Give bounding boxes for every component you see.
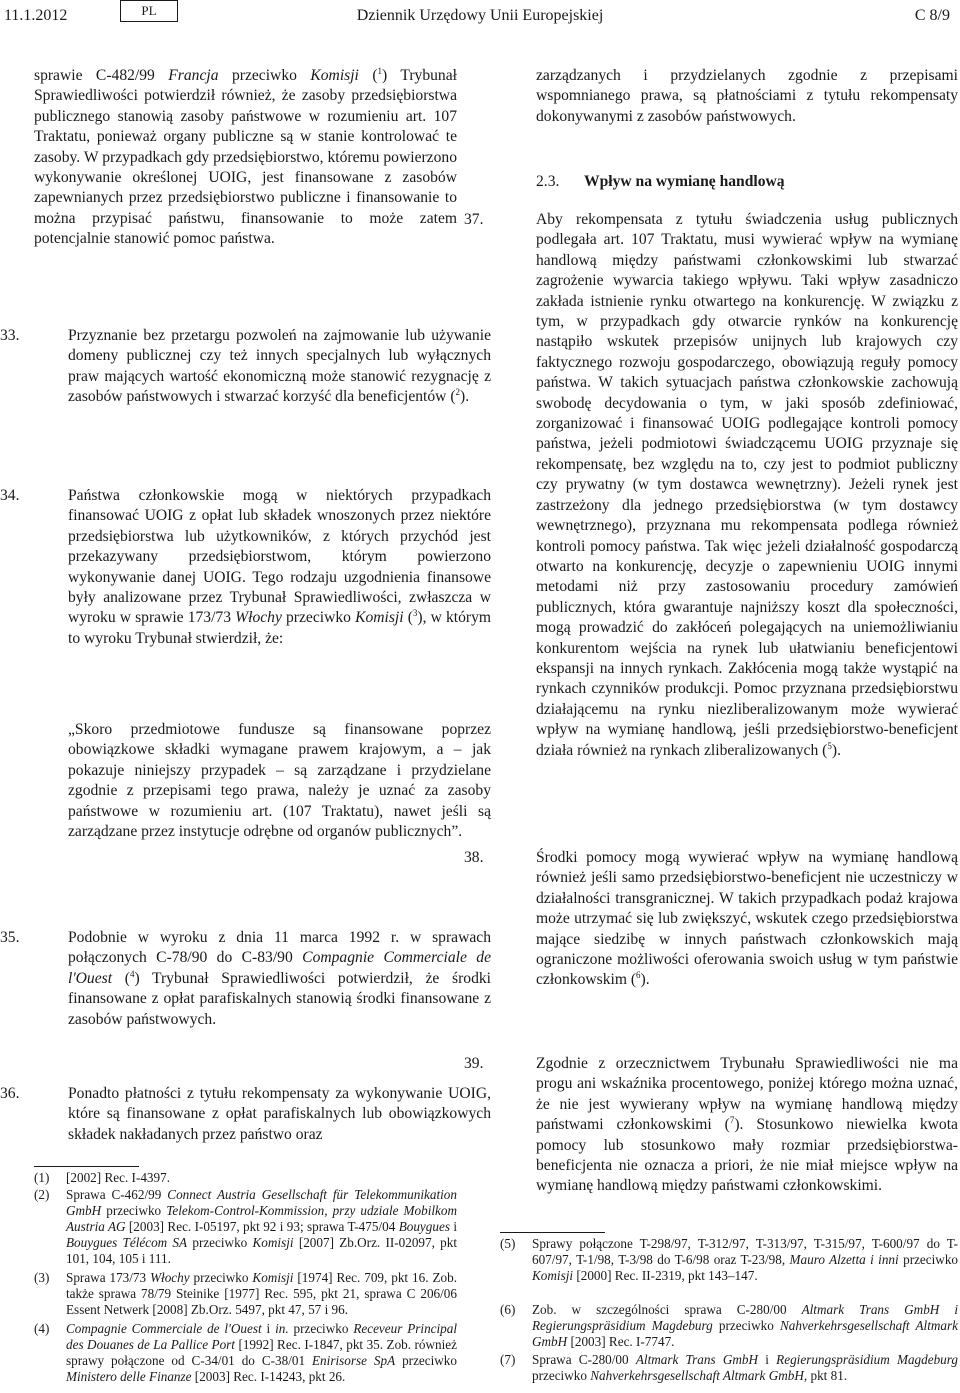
- paragraph-38: 38. Środki pomocy mogą wywierać wpływ na wymianę handlową również jeśli samo przedsiębiorstwo-beneficjent nie uczestniczy w działalności transgranicznej. W takich przypadkach podaż krajowa może utrzymać się lub zwiększyć, wskutek czego przedsiębiorstwa mające siedzibę w innych państwach członkowskich mają ograniczone możliwości oferowania swoich usług w tym państwie członkowskim ($^6$).: [464, 849, 958, 989]
- footnote-ref-2[interactable]: 2: [455, 387, 461, 398]
- paragraph-33: 33. Przyznanie bez przetargu pozwoleń na zajmowanie lub używanie domeny publicznej czy też innych specjalnych lub wyłącznych praw mających wartość ekonomiczną może stanowić rezygnację z zasobów państwowych i stwarzać korzyść dla beneficjentów ($^2$).: [0, 327, 491, 406]
- court-quote: „Skoro przedmiotowe fundusze są finansowane poprzez obowiązkowe składki wymagane prawem krajowym, a – jak pokazuje niniejszy przypadek – są zarządzane i przydzielane zgodnie z przepisami tego prawa, należy je uznać za zasoby państwowe w rozumieniu art. (107 Traktatu), nawet jeśli są zarządzane przez instytucje odrębne od organów publicznych”.: [68, 721, 491, 841]
- paragraph-39: 39. Zgodnie z orzecznictwem Trybunału Sprawiedliwości nie ma progu ani wskaźnika procentowego, poniżej którego można uznać, że nie jest wywierany wpływ na wymianę handlową między państwami członkowskimi ($^7$). Stosunkowo niewielka kwota pomocy lub stosunkowo mały rozmiar przedsiębiorstwa-beneficjenta nie oznacza a priori, że nie miał miejsce wpływ na wymianę handlową między państwami członkowskimi.: [464, 1055, 958, 1195]
- section-number: 2.3.: [536, 173, 560, 190]
- footnote-ref-4[interactable]: 4: [129, 968, 135, 979]
- section-heading: [500, 172, 958, 192]
- footnote-3: (3) Sprawa 173/73 Włochy przeciwko Komisji [1974] Rec. 709, pkt 16. Zob. także sprawa 78/79 Steinike [1977] Rec. 595, pkt 21, sprawa C 206/06 Essent Netwerk [2008] Zb.Orz. 5497, pkt 47, 57 i 96.: [34, 1270, 457, 1317]
- language-badge: PL: [120, 0, 178, 22]
- paragraph-number: 37.: [464, 211, 484, 228]
- footnote-ref-5[interactable]: 5: [827, 740, 832, 751]
- footnote-ref-6[interactable]: 6: [636, 970, 641, 981]
- footnote-ref-3[interactable]: 3: [412, 608, 418, 619]
- footnote-4: (4) Compagnie Commerciale de l'Ouest i in. przeciwko Receveur Principal des Douanes de La Pallice Port [1992] Rec. I-1847, pkt 35. Zob. również sprawy połączone od C-34/01 do C-38/01 Enirisorse SpA przeciwko Ministero delle Finanze [2003] Rec. I-14243, pkt 26.: [34, 1321, 458, 1384]
- footnote-7: (7) Sprawa C-280/00 Altmark Trans GmbH i Regierungspräsidium Magdeburg przeciwko Nahverkehrsgesellschaft Altmark GmbH, pkt 81.: [500, 1352, 959, 1383]
- paragraph-34: 34. Państwa członkowskie mogą w niektórych przypadkach finansować UOIG z opłat lub składek wnoszonych przez niektóre przedsiębiorstwa lub użytkowników, z których przychód jest przekazywany przedsiębiorstwom, którym powierzono wykonywanie danej UOIG. Tego rodzaju uzgodnienia finansowe były analizowane przez Trybunał Sprawiedliwości, zwłaszcza w wyroku w sprawie 173/73 Włochy przeciwko Komisji ($^3$), w którym to wyroku Trybunał stwierdził, że:: [0, 487, 492, 647]
- paragraph-number: 34.: [0, 487, 20, 504]
- paragraph-number: 33.: [0, 327, 20, 344]
- footnote-5: (5) Sprawy połączone T-298/97, T-312/97, T-313/97, T-315/97, T-600/97 do T-607/97, T-1/98, T-3/98 do T-6/98 oraz T-23/98, Mauro Alzetta i inni przeciwko Komisji [2000] Rec. II-2319, pkt 143–147.: [500, 1236, 959, 1283]
- footnote-2: (2) Sprawa C-462/99 Connect Austria Gesellschaft für Telekommunikation GmbH przeciwko Telekom-Control-Kommission, przy udziale Mobilkom Austria AG [2003] Rec. I-05197, pkt 92 i 93; sprawa T-475/04 Bouygues i Bouygues Télécom SA przeciwko Komisji [2007] Zb.Orz. II-02097, pkt 101, 104, 105 i 111.: [34, 1187, 458, 1266]
- paragraph-37: 37. Aby rekompensata z tytułu świadczenia usług publicznych podlegała art. 107 Traktatu, musi wywierać wpływ na wymianę handlową między państwami członkowskimi lub stwarzać zagrożenie wywarcia takiego wpływu. Taki wpływ zasadniczo zakłada istnienie rynku otwartego na konkurencję. W związku z tym, w przypadkach gdy otwarcie rynków na konkurencję nastąpiło wskutek przepisów unijnych lub krajowych czy faktycznego rozwoju gospodarczego, obowiązują reguły pomocy państwa. W takich sytuacjach państwa członkowskie zachowują swobodę decydowania o tym, w jaki sposób zdefiniować, zorganizować i finansować UOIG podlegające kontroli pomocy państwa, jeżeli podmiotowi świadczącemu UOIG przyznaje się rekompensatę, bez względu na to, czy jest to podmiot publiczny czy prywatny (w tym dostawca wewnętrzny). Jeżeli rynek jest zastrzeżony dla jednego przedsiębiorstwa (w tym dostawcy wewnętrznego), przyznana mu rekompensata podlega również kontroli pomocy państwa. Tak więc jeżeli działalność gospodarczą otwarto na konkurencję, decyzje o zapewnieniu UOIG innymi metodami niż przy zastosowaniu procedury zamówień publicznych, która gwarantuje najniższy koszt dla społeczności, mogą prowadzić do zakłóceń polegających na uniemożliwianiu konkurentom wejścia na rynek lub ułatwianiu beneficjentowi ekspansji na innych rynkach. Zakłócenia mogą także wystąpić na rynkach czynników produkcji. Pomoc przyznana przedsiębiorstwu działającemu na rynku niezliberalizowanym może wywierać wpływ na wymianę handlową, jeśli przedsiębiorstwo-beneficjent działa również na rynkach zliberalizowanych ($^5$).: [464, 211, 958, 759]
- paragraph-number: 35.: [0, 929, 20, 946]
- paragraph-number: 36.: [0, 1085, 20, 1102]
- paragraph-number: 38.: [464, 849, 484, 866]
- journal-title: Dziennik Urzędowy Unii Europejskiej: [356, 7, 604, 24]
- paragraph-36: 36. Ponadto płatności z tytułu rekompensaty za wykonywanie UOIG, które są finansowane z opłat parafiskalnych lub obowiązkowych składek nakładanych przez państwo oraz: [0, 1085, 491, 1143]
- footnote-separator: [500, 1232, 605, 1233]
- footnote-ref-1[interactable]: 1: [377, 65, 383, 76]
- paragraph-32-continuation: sprawie C-482/99 Francja przeciwko Komisji ($^1$) Trybunał Sprawiedliwości potwierdził również, że zasoby przedsiębiorstwa publicznego stanowią zasoby państwowe w rozumieniu art. 107 Traktatu, ponieważ organy publiczne są w stanie kontrolować te zasoby. W przypadkach gdy przedsiębiorstwo, któremu powierzono wykonywanie określonej UOIG, jest finansowane z zasobów zapewnianych przez przedsiębiorstwo publiczne i finansowanie to można przypisać państwu, finansowanie to może zatem potencjalnie stanowić pomoc państwa.: [34, 65, 457, 248]
- section-title: Wpływ na wymianę handlową: [584, 173, 785, 190]
- footnote-ref-7[interactable]: 7: [729, 1115, 735, 1126]
- footnote-6: (6) Zob. w szczególności sprawa C-280/00 Altmark Trans GmbH i Regierungspräsidium Magdeburg przeciwko Nahverkehrsgesellschaft Altmark GmbH [2003] Rec. I-7747.: [500, 1302, 959, 1349]
- footnote-separator: [34, 1166, 139, 1167]
- paragraph-number: 39.: [464, 1055, 484, 1072]
- header-date: 11.1.2012: [4, 7, 68, 24]
- paragraph-35: 35. Podobnie w wyroku z dnia 11 marca 1992 r. w sprawach połączonych C-78/90 do C-83/90 Compagnie Commerciale de l'Ouest ($^4$) Trybunał Sprawiedliwości potwierdził, że środki finansowane z opłat parafiskalnych stanowią środki finansowane z zasobów państwowych.: [0, 929, 491, 1028]
- paragraph-36-continuation: zarządzanych i przydzielanych zgodnie z przepisami wspomnianego prawa, są płatnościami z tytułu rekompensaty dokonywanymi z zasobów państwowych.: [536, 67, 958, 125]
- footnote-1: (1) [2002] Rec. I-4397.: [34, 1170, 171, 1185]
- page-number: C 8/9: [914, 7, 950, 24]
